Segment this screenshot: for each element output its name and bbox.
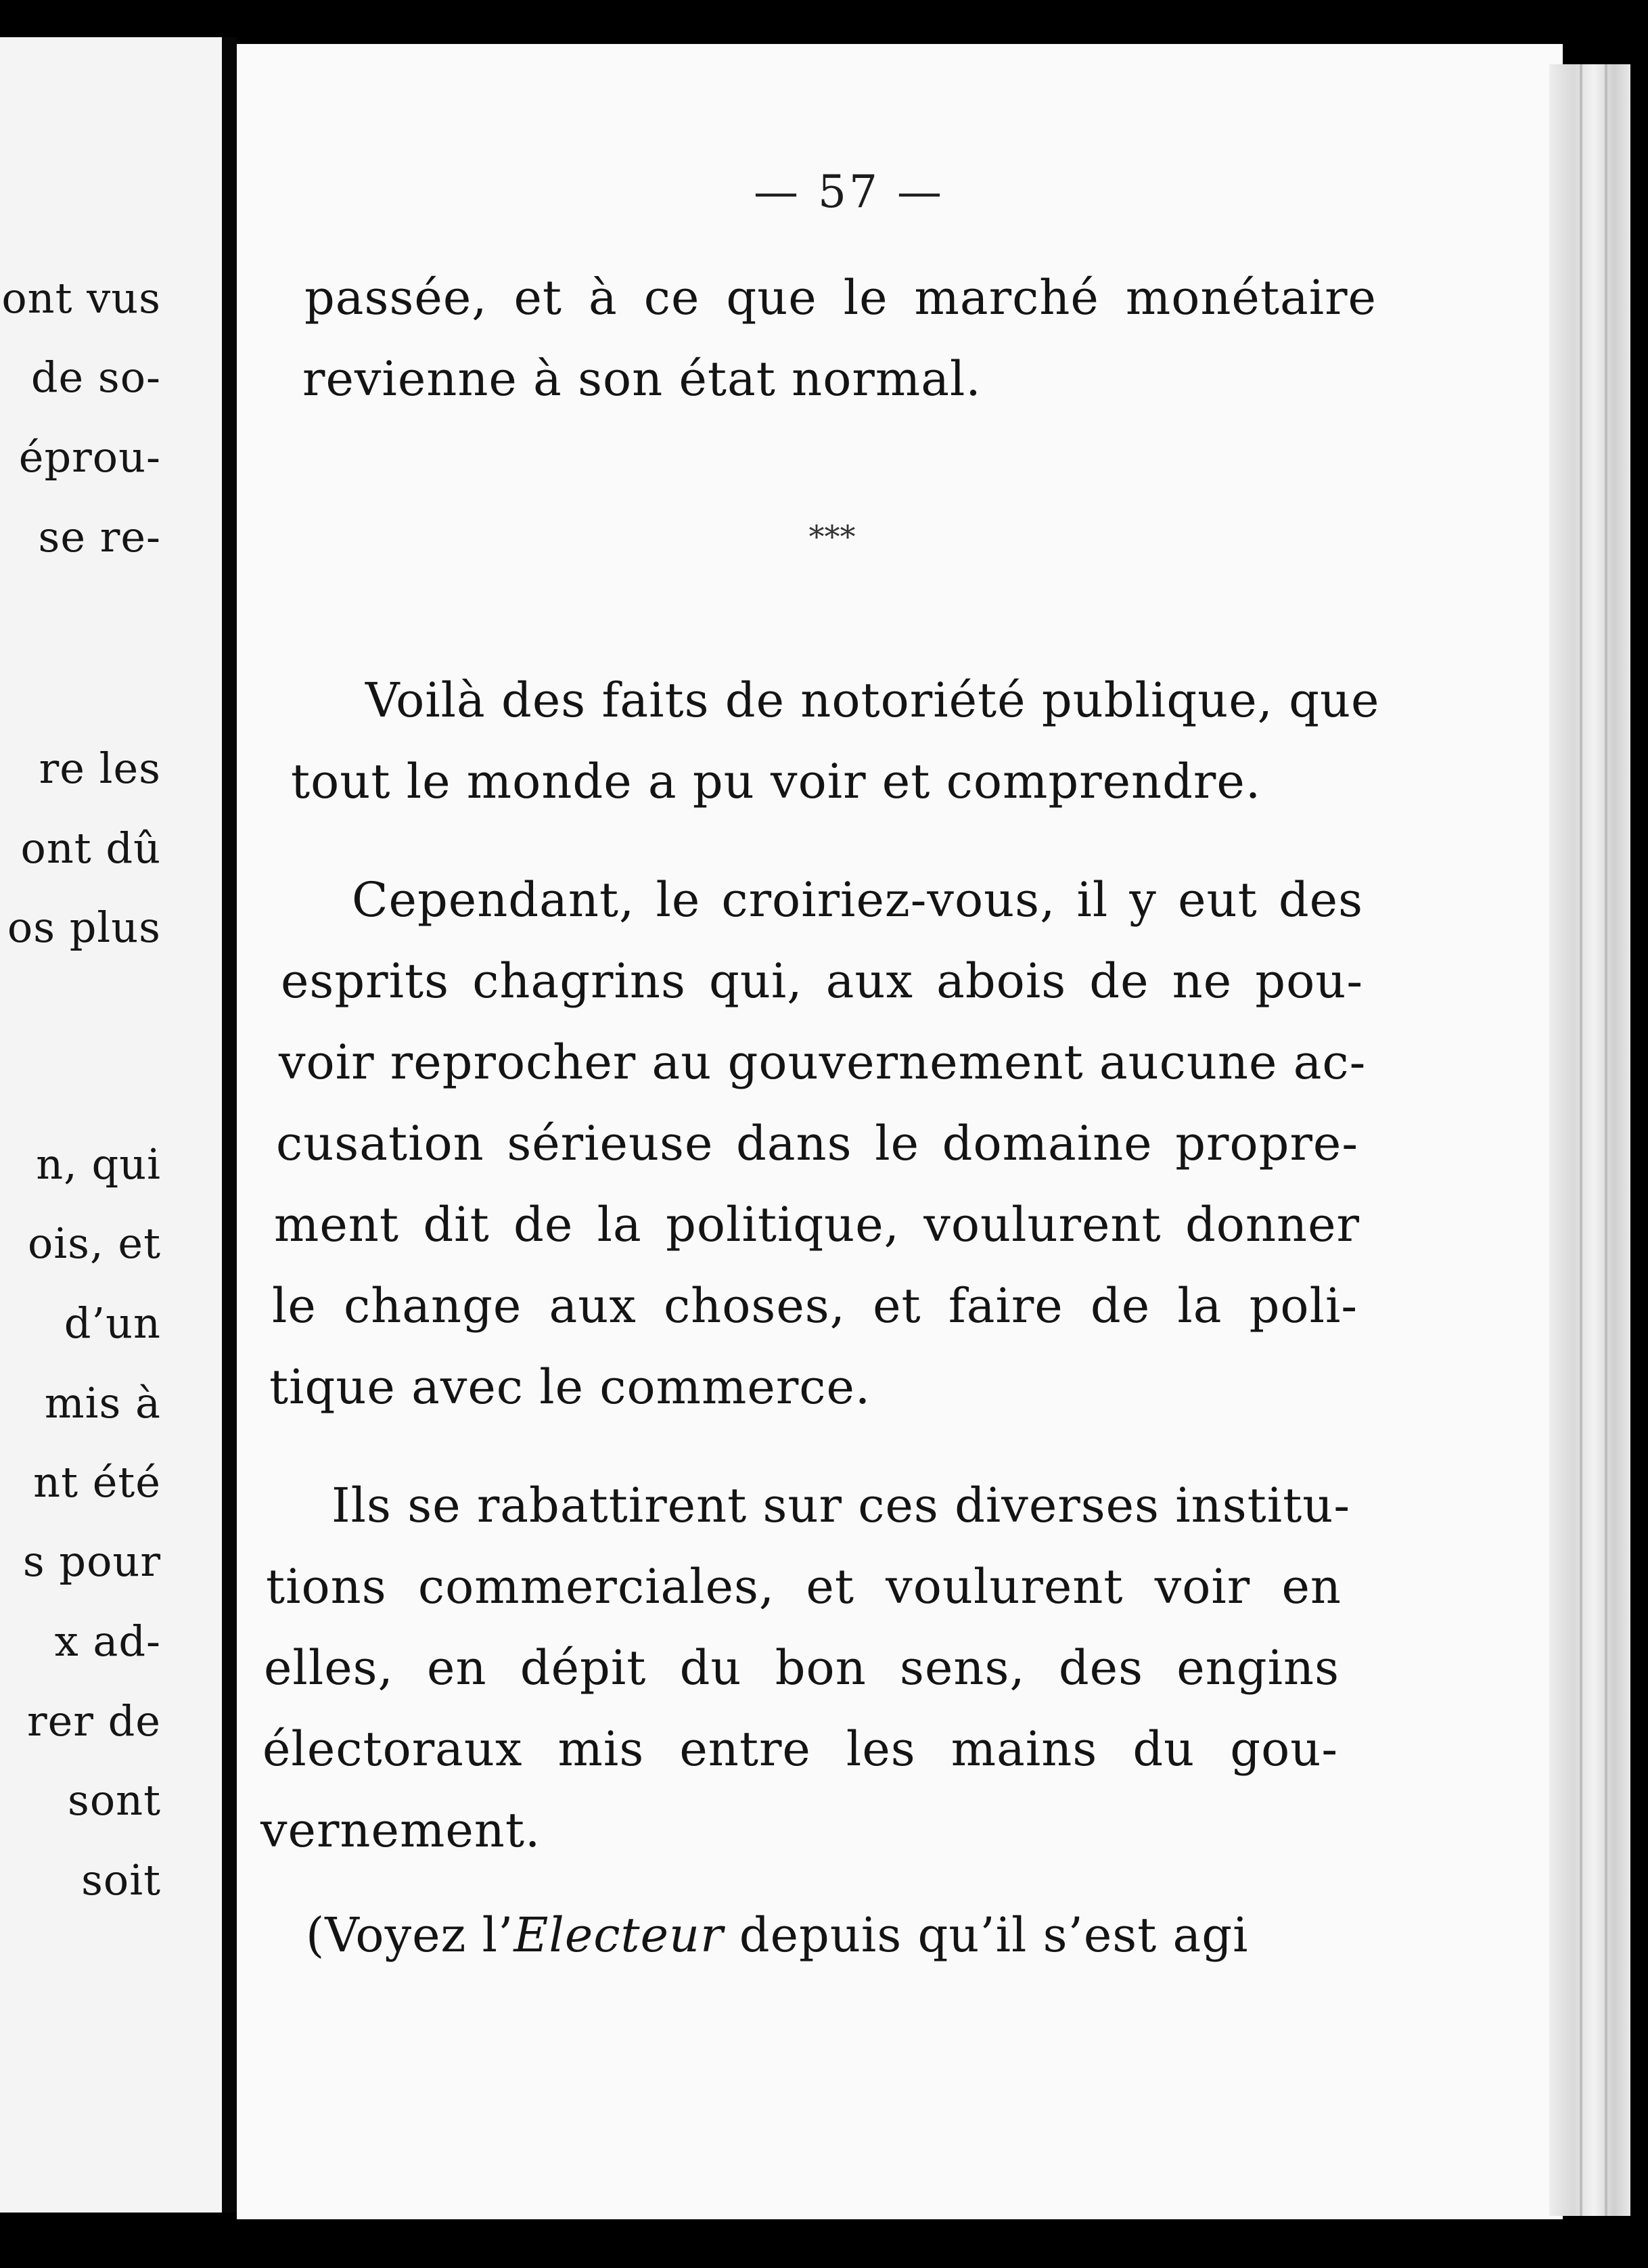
asterism: *** bbox=[808, 518, 856, 555]
text-line: tout le monde a pu voir et comprendre. bbox=[291, 754, 1262, 809]
left-page-line: x ad- bbox=[54, 1616, 161, 1666]
left-page-line: os plus bbox=[7, 903, 161, 952]
text-line: esprits chagrins qui, aux abois de ne pou- bbox=[281, 953, 1363, 1009]
left-page-line: soit bbox=[81, 1855, 161, 1905]
citation-title: Electeur bbox=[513, 1907, 724, 1963]
text-line: le change aux choses, et faire de la poli- bbox=[272, 1278, 1358, 1334]
text-line: elles, en dépit du bon sens, des engins bbox=[264, 1640, 1340, 1696]
text-line: tique avec le commerce. bbox=[269, 1359, 871, 1415]
left-page-line: sont bbox=[68, 1775, 161, 1825]
text-line: ment dit de la politique, voulurent donner bbox=[274, 1197, 1360, 1252]
left-page-line: de so- bbox=[30, 353, 161, 402]
paragraph-first-line bbox=[306, 1907, 1334, 1963]
left-page-line: ois, et bbox=[28, 1219, 161, 1268]
text-line: voir reprocher au gouvernement aucune ac- bbox=[279, 1035, 1367, 1090]
left-page-line: d’un bbox=[64, 1298, 161, 1348]
left-page-line: n, qui bbox=[36, 1139, 161, 1189]
text-line: électoraux mis entre les mains du gou- bbox=[262, 1721, 1338, 1777]
citation-prefix: (Voyez l’ bbox=[306, 1907, 514, 1963]
left-page-line: éprou- bbox=[18, 432, 161, 482]
left-page-line: ont vus bbox=[1, 273, 161, 323]
text-line: cusation sérieuse dans le domaine propre- bbox=[276, 1116, 1358, 1171]
text-line: tions commerciales, et voulurent voir en bbox=[266, 1559, 1342, 1614]
paragraph-first-line: Cependant, le croiriez-vous, il y eut des bbox=[352, 872, 1363, 928]
text-line: revienne à son état normal. bbox=[302, 351, 982, 407]
page-edge-line bbox=[1580, 64, 1582, 2216]
previous-page-fragment bbox=[0, 37, 222, 2213]
left-page-line: rer de bbox=[26, 1696, 161, 1746]
left-page-line: se re- bbox=[38, 512, 161, 562]
paragraph-first-line: Voilà des faits de notoriété publique, que bbox=[365, 673, 1380, 728]
text-line: passée, et à ce que le marché monétaire bbox=[304, 270, 1377, 325]
left-page-line: mis à bbox=[44, 1378, 161, 1428]
citation-suffix: depuis qu’il s’est agi bbox=[723, 1907, 1249, 1963]
left-page-line: nt été bbox=[33, 1457, 161, 1507]
page-stack-edge bbox=[1549, 64, 1630, 2216]
book-gutter bbox=[222, 37, 237, 2213]
page-number: — 57 — bbox=[754, 166, 944, 218]
paragraph-first-line: Ils se rabattirent sur ces diverses institu- bbox=[331, 1478, 1351, 1533]
page-edge-line bbox=[1605, 64, 1607, 2216]
section-separator bbox=[778, 518, 886, 555]
left-page-line: ont dû bbox=[20, 823, 161, 873]
left-page-line: s pour bbox=[22, 1537, 161, 1586]
text-line: vernement. bbox=[260, 1802, 541, 1858]
left-page-line: re les bbox=[39, 744, 161, 793]
